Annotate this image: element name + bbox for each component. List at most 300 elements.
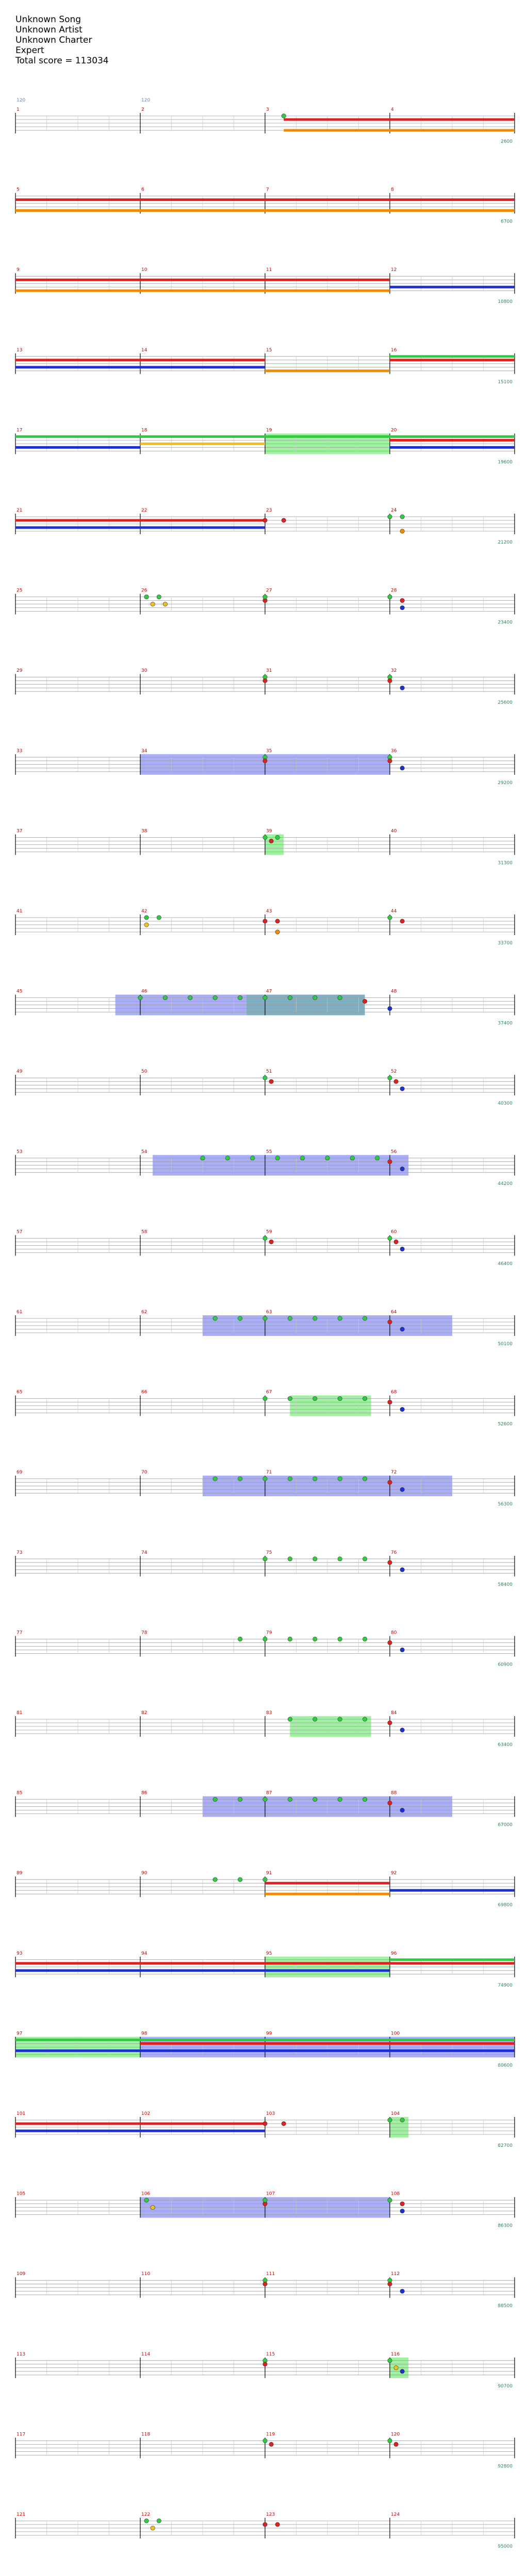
bar-number: 21 [16,508,23,513]
sustain-red [15,1962,390,1964]
note-red [394,1079,398,1083]
note-green [157,916,161,920]
bar-number: 87 [266,1790,272,1796]
chart-row [15,989,515,1026]
note-green [288,1557,292,1561]
chart-row [15,828,515,866]
row-score: 25600 [498,700,513,706]
note-red [269,1240,273,1244]
chart-row [15,909,515,946]
bar-number: 29 [16,668,23,674]
bar-number: 80 [391,1630,397,1636]
note-red [263,759,267,763]
bar-number: 69 [16,1470,23,1476]
note-red [388,2282,392,2286]
bar-number: 89 [16,1871,23,1876]
chart-row [15,1310,515,1347]
chart-row [15,1951,515,1988]
bar-number: 52 [391,1069,397,1075]
sustain-green [390,355,515,358]
sustain-blue [390,286,515,289]
sustain-red [15,279,390,281]
chart-row [15,267,515,304]
note-green [238,1797,242,1801]
sustain-red [15,2123,265,2125]
bar-number: 33 [16,748,23,754]
note-green [238,1477,242,1481]
note-red [388,1561,392,1565]
note-green [388,595,392,599]
row-score: 82700 [498,2143,513,2148]
chart-row [15,1550,515,1587]
bar-number: 105 [16,2191,26,2197]
bar-number: 71 [266,1470,272,1476]
note-green [263,1396,267,1400]
note-green [251,1156,255,1160]
bar-number: 73 [16,1550,23,1555]
sustain-orange [265,1893,390,1895]
row-score: 19600 [498,460,513,465]
bar-number: 51 [266,1069,272,1075]
note-blue [388,1006,392,1010]
bar-number: 20 [391,428,397,433]
chart-row [15,2432,515,2469]
row-score: 67000 [498,1822,513,1828]
sustain-red [284,118,515,121]
note-green [388,2438,392,2443]
bar-number: 6 [141,187,144,193]
bar-number: 30 [141,668,147,674]
note-red [263,2362,267,2366]
note-yellow [151,2526,155,2530]
row-score: 31300 [498,860,513,866]
bar-number: 14 [141,347,147,353]
bar-number: 12 [391,267,397,273]
bar-number: 111 [266,2272,275,2277]
note-green [188,995,192,999]
bar-number: 79 [266,1630,272,1636]
note-green [338,1637,342,1641]
sustain-red [390,439,515,442]
row-score: 40300 [498,1101,513,1107]
note-orange [400,529,404,533]
note-green [313,1717,317,1721]
bar-number: 102 [141,2111,151,2116]
note-green [300,1156,304,1160]
bar-number: 58 [141,1229,147,1235]
bar-number: 43 [266,909,272,914]
note-green [213,1797,217,1801]
sustain-red [390,359,515,361]
row-score: 2600 [501,139,513,144]
difficulty-label: Expert [15,45,44,56]
bar-number: 70 [141,1470,147,1476]
note-green [157,595,161,599]
note-green [362,1717,367,1721]
note-green [338,1557,342,1561]
note-green [288,995,292,999]
chart-row [15,1710,515,1748]
bar-number: 40 [391,828,397,834]
note-blue [400,686,404,690]
note-red [388,759,392,763]
bar-number: 23 [266,508,272,513]
bar-number: 108 [391,2191,400,2197]
sustain-red [265,1882,390,1885]
note-green [388,916,392,920]
bar-number: 95 [266,1951,272,1956]
chart-row [15,1630,515,1667]
bar-number: 32 [391,668,397,674]
bar-number: 36 [391,748,397,754]
note-green [144,2519,148,2523]
chart-row [15,1390,515,1427]
sustain-red [15,519,265,522]
bar-number: 106 [141,2191,151,2197]
bar-number: 57 [16,1229,23,1235]
bar-number: 9 [16,267,20,273]
chart-row [15,1871,515,1908]
bar-number: 54 [141,1149,147,1155]
tempo-marker: 120 [16,98,26,103]
note-blue [400,1087,404,1091]
bar-number: 5 [16,187,20,193]
note-red [388,1640,392,1645]
row-score: 21200 [498,540,513,545]
note-green [213,1316,217,1320]
note-green [288,1396,292,1400]
chart-row [15,2272,515,2309]
bar-number: 90 [141,1871,147,1876]
bar-number: 65 [16,1389,23,1395]
note-orange [275,930,279,934]
bar-number: 68 [391,1389,397,1395]
bar-number: 13 [16,347,23,353]
note-green [275,1156,279,1160]
sustain-blue [15,366,265,368]
note-green [238,1316,242,1320]
bar-number: 25 [16,588,23,594]
note-green [362,1637,367,1641]
note-blue [400,1247,404,1251]
note-blue [400,2289,404,2293]
note-red [388,1320,392,1324]
total-score: Total score = 113034 [15,56,109,66]
bar-number: 2 [141,107,144,112]
note-blue [400,1167,404,1171]
note-green [275,835,279,839]
bar-number: 15 [266,347,272,353]
chart-row [15,2031,515,2068]
note-green [313,1477,317,1481]
note-green [400,515,404,519]
tempo-marker: 120 [141,98,151,103]
note-green [388,1236,392,1240]
row-score: 29200 [498,780,513,786]
bar-number: 88 [391,1790,397,1796]
sustain-blue [15,527,265,529]
song-title: Unknown Song [15,14,81,25]
note-red [275,2522,279,2527]
sustain-yellow [140,443,265,445]
bar-number: 123 [266,2512,275,2517]
bar-number: 107 [266,2191,275,2197]
note-green [362,1477,367,1481]
note-blue [400,2209,404,2213]
chart-row [15,1791,515,1828]
note-blue [400,1407,404,1411]
bar-number: 50 [141,1069,147,1075]
bar-number: 104 [391,2111,400,2116]
note-green [263,1637,267,1641]
note-red [263,679,267,683]
bar-number: 116 [391,2351,400,2357]
bar-number: 109 [16,2272,26,2277]
note-green [362,1797,367,1801]
note-green [213,995,217,999]
chart-row [15,2111,515,2148]
sustain-red [390,1962,515,1964]
bar-number: 47 [266,989,272,994]
note-green [288,1797,292,1801]
note-green [201,1156,205,1160]
note-red [269,1079,273,1083]
bar-number: 37 [16,828,23,834]
bar-number: 96 [391,1951,397,1956]
bar-number: 72 [391,1470,397,1476]
note-green [388,2118,392,2122]
song-charter: Unknown Charter [15,35,92,45]
note-green [144,595,148,599]
note-green [263,1877,267,1882]
bar-number: 11 [266,267,272,273]
note-red [388,1160,392,1164]
row-score: 23400 [498,620,513,625]
bar-number: 121 [16,2512,26,2517]
note-green [362,1316,367,1320]
bar-number: 63 [266,1310,272,1315]
bar-number: 4 [391,107,394,112]
bar-number: 1 [16,107,20,112]
note-red [275,919,279,923]
bar-number: 84 [391,1710,397,1716]
row-score: 46400 [498,1261,513,1267]
note-red [388,1721,392,1725]
note-red [388,1400,392,1404]
bar-number: 100 [391,2031,400,2037]
sustain-red [15,359,265,361]
note-red [269,2442,273,2446]
note-red [263,2282,267,2286]
row-score: 74900 [498,1982,513,1988]
bar-number: 92 [391,1871,397,1876]
bar-number: 34 [141,748,147,754]
chart-row [15,1149,515,1187]
note-red [263,2522,267,2527]
chart-row [15,348,515,385]
note-blue [400,1487,404,1492]
row-score: 92800 [498,2464,513,2469]
bar-number: 60 [391,1229,397,1235]
note-green [263,1797,267,1801]
note-green [338,1797,342,1801]
bar-number: 76 [391,1550,397,1555]
note-green [313,1557,317,1561]
note-green [225,1156,229,1160]
bar-number: 45 [16,989,23,994]
note-green [313,1637,317,1641]
chart-row [15,428,515,465]
note-green [263,1236,267,1240]
chart-row [15,1229,515,1266]
bar-number: 94 [141,1951,147,1956]
sustain-blue [390,1889,515,1892]
sustain-blue [15,2049,515,2052]
bar-number: 113 [16,2351,26,2357]
bar-number: 56 [391,1149,397,1155]
sustain-red [140,2042,515,2045]
note-green [263,2198,267,2202]
row-score: 6700 [501,219,513,225]
note-red [263,2122,267,2126]
row-score: 52600 [498,1421,513,1427]
sustain-green [15,2039,515,2041]
note-red [388,1480,392,1484]
bar-number: 53 [16,1149,23,1155]
note-green [263,2438,267,2443]
chart-row [15,1069,515,1106]
chart-row [15,188,515,225]
row-score: 90700 [498,2383,513,2389]
bar-number: 77 [16,1630,23,1636]
bar-number: 8 [391,187,394,193]
note-green [288,1717,292,1721]
bar-number: 118 [141,2432,151,2437]
bar-number: 22 [141,508,147,513]
bar-number: 119 [266,2432,275,2437]
note-green [138,995,142,999]
note-green [263,1557,267,1561]
row-score: 60900 [498,1662,513,1668]
row-score: 63400 [498,1742,513,1748]
note-green [288,1637,292,1641]
note-green [263,995,267,999]
note-green [144,2198,148,2202]
sustain-blue [15,2130,265,2132]
note-green [238,1637,242,1641]
row-score: 86300 [498,2223,513,2229]
row-score: 44200 [498,1181,513,1187]
bar-number: 67 [266,1389,272,1395]
bar-number: 44 [391,909,397,914]
bar-number: 59 [266,1229,272,1235]
bar-number: 41 [16,909,23,914]
bar-number: 114 [141,2351,151,2357]
note-yellow [394,2366,398,2370]
bar-number: 42 [141,909,147,914]
note-red [269,839,273,843]
note-green [313,1797,317,1801]
note-green [213,1477,217,1481]
note-green [263,1477,267,1481]
chart-row [15,668,515,705]
bar-number: 66 [141,1389,147,1395]
bar-number: 85 [16,1790,23,1796]
bar-number: 82 [141,1710,147,1716]
note-blue [400,1808,404,1812]
chart-row [15,508,515,545]
note-green [263,835,267,839]
bar-number: 19 [266,428,272,433]
row-score: 88500 [498,2303,513,2309]
bar-number: 35 [266,748,272,754]
note-blue [400,1648,404,1652]
bar-number: 31 [266,668,272,674]
bar-number: 75 [266,1550,272,1555]
row-score: 69800 [498,1903,513,1908]
note-red [263,518,267,522]
sustain-red [15,198,515,201]
note-green [338,1717,342,1721]
bar-number: 7 [266,187,269,193]
row-score: 37400 [498,1021,513,1026]
chart-row [15,2512,515,2549]
note-yellow [151,2205,155,2209]
note-green [263,595,267,599]
bar-number: 49 [16,1069,23,1075]
note-green [350,1156,354,1160]
bar-number: 91 [266,1871,272,1876]
bar-number: 3 [266,107,269,112]
row-score: 15100 [498,379,513,385]
note-green [313,995,317,999]
note-blue [400,1728,404,1732]
bar-number: 112 [391,2272,400,2277]
note-red [400,2201,404,2206]
bar-number: 61 [16,1310,23,1315]
chart-row [15,107,515,144]
note-red [362,999,367,1003]
row-score: 50100 [498,1342,513,1347]
note-green [362,1396,367,1400]
bar-number: 55 [266,1149,272,1155]
row-score: 10800 [498,299,513,305]
bar-number: 122 [141,2512,151,2517]
bar-number: 93 [16,1951,23,1956]
note-green [338,1477,342,1481]
bar-number: 38 [141,828,147,834]
note-green [238,995,242,999]
sustain-blue [15,446,140,449]
bar-number: 110 [141,2272,151,2277]
bar-number: 24 [391,508,397,513]
bar-number: 27 [266,588,272,594]
bar-number: 103 [266,2111,275,2116]
row-score: 33700 [498,941,513,946]
chart-row [15,1470,515,1507]
bar-number: 86 [141,1790,147,1796]
note-red [394,1240,398,1244]
sustain-blue [15,1969,390,1972]
bar-number: 124 [391,2512,400,2517]
bar-number: 81 [16,1710,23,1716]
note-green [163,995,167,999]
note-green [157,2519,161,2523]
bar-number: 62 [141,1310,147,1315]
note-green [388,1076,392,1080]
note-blue [400,1568,404,1572]
bar-number: 26 [141,588,147,594]
